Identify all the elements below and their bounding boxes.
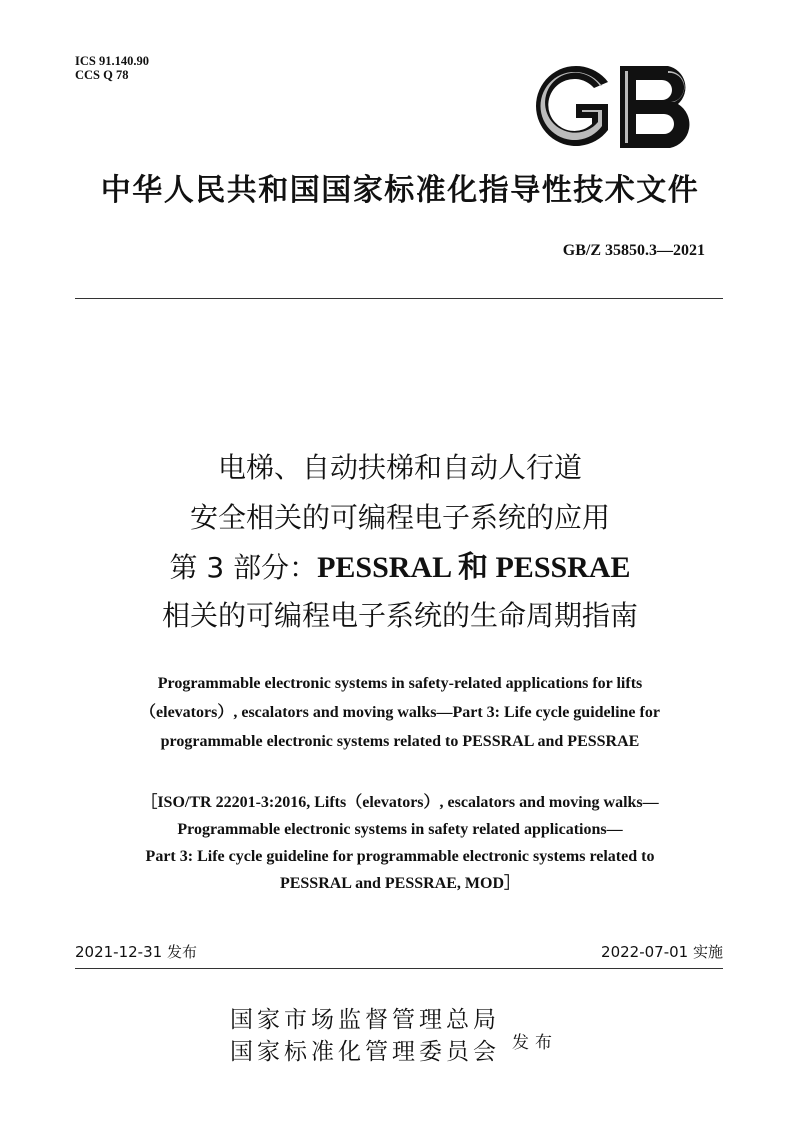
header-divider	[75, 298, 723, 299]
publisher-2: 国家标准化管理委员会	[230, 1039, 500, 1065]
title-en-line-1: Programmable electronic systems in safety-related applications for lifts	[157, 675, 643, 692]
gb-logo	[528, 62, 704, 150]
title-en-line-2: （elevators）, escalators and moving walks—Part 3: Life cycle guideline for	[140, 704, 660, 721]
part-label: 第 3 部分：	[169, 551, 318, 584]
implementation-date: 2022-07-01 实施	[601, 943, 723, 961]
title-zh-line-4: 相关的可编程电子系统的生命周期指南	[161, 599, 638, 632]
part-title: PESSRAL 和 PESSRAE	[317, 551, 631, 584]
publish-action: 发布	[512, 1033, 558, 1053]
reference-line-3: Part 3: Life cycle guideline for programmable electronic systems related to	[145, 848, 655, 865]
title-zh-line-3	[0, 543, 800, 593]
document-number: GB/Z 35850.3—2021	[562, 242, 705, 259]
title-zh-line-1: 电梯、自动扶梯和自动人行道	[217, 451, 582, 484]
reference-line-4: PESSRAL and PESSRAE, MOD］	[279, 875, 521, 892]
publisher-1: 国家市场监督管理总局	[230, 1007, 500, 1033]
issue-date: 2021-12-31 发布	[75, 943, 197, 961]
title-zh-line-2: 安全相关的可编程电子系统的应用	[189, 501, 610, 534]
title-en-line-3: programmable electronic systems related to PESSRAL and PESSRAE	[160, 733, 640, 750]
document-category-title: 中华人民共和国国家标准化指导性技术文件	[100, 173, 700, 208]
ics-code: ICS 91.140.90	[75, 54, 149, 68]
ccs-code: CCS Q 78	[75, 68, 129, 82]
reference-line-1: ［ISO/TR 22201-3:2016, Lifts（elevators）, escalators and moving walks—	[141, 794, 659, 811]
reference-line-2: Programmable electronic systems in safety related applications—	[177, 821, 623, 838]
footer-divider	[75, 968, 723, 969]
